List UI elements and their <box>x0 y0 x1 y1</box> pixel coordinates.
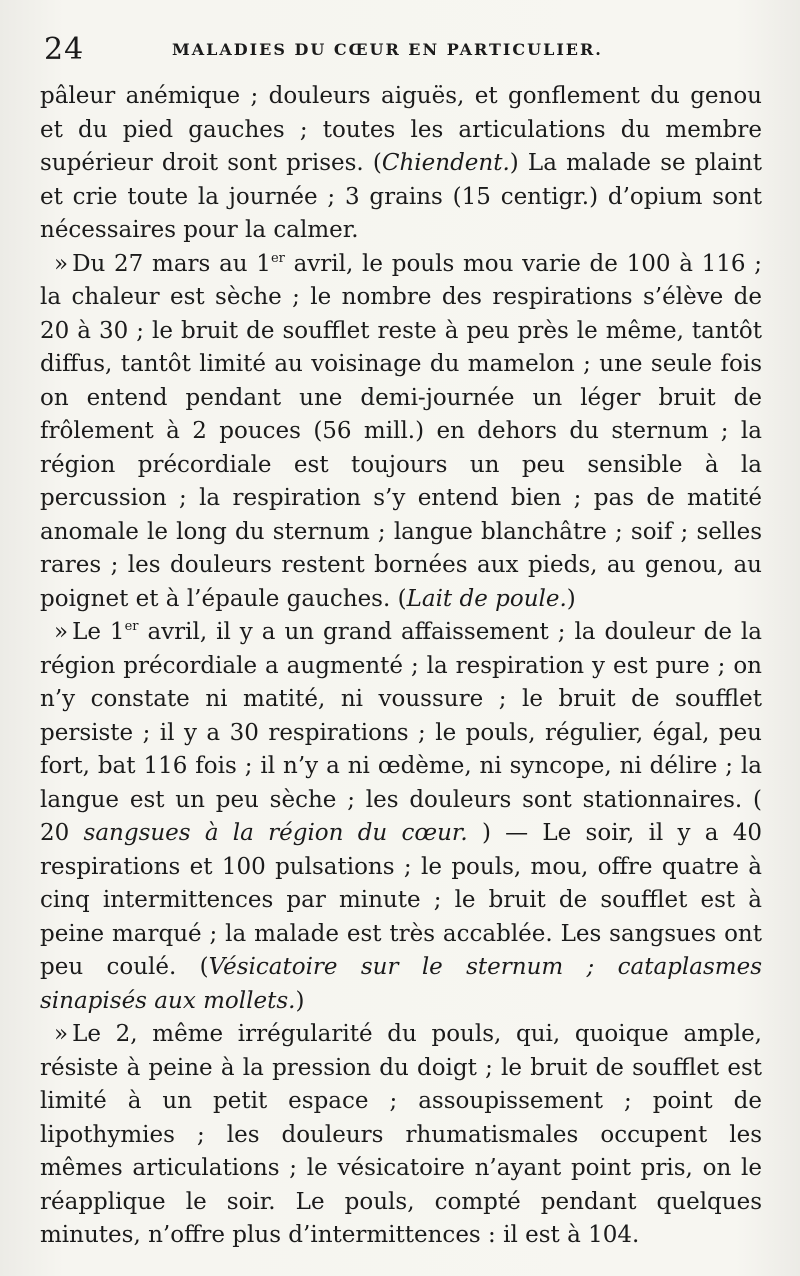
paragraph-2-text-d: ) <box>566 585 576 612</box>
paragraph-3-text-d: ) — Le soir, il y a 40 respirations et 100 pulsations ; le pouls, mou, offre quatre à cinq intermittences par minute ; le bruit de soufflet est à peine marqué ; la malade est très accablée. Les sangsues ont peu coulé. ( <box>40 820 762 980</box>
page-header <box>40 28 762 80</box>
running-title: MALADIES DU CŒUR EN PARTICULIER. <box>172 40 603 59</box>
paragraph-2 <box>40 248 762 617</box>
paragraph-2-text-b: avril, le pouls mou varie de 100 à 116 ; la chaleur est sèche ; le nombre des respirations s’élève de 20 à 30 ; le bruit de soufflet reste à peu près le même, tantôt diffus, tantôt limité au voisinage du mamelon ; une seule fois on entend pendant une demi-journée un léger bruit de frôlement à 2 pouces (56 mill.) en dehors du sternum ; la région précordiale est toujours un peu sensible à la percussion ; la respiration s’y entend bien ; pas de matité anomale le long du sternum ; langue blanchâtre ; soif ; selles rares ; les douleurs restent bornées aux pieds, au genou, au poignet et à l’épaule gauches. ( <box>40 250 763 612</box>
paragraph-2-text-a: Du 27 mars au 1 <box>72 250 271 277</box>
paragraph-3-italic-remedy-1: sangsues à la région du cœur. <box>83 820 468 846</box>
paragraph-4-text: Le 2, même irrégularité du pouls, qui, quoique ample, résiste à peine à la pression du doigt ; le bruit de soufflet est limité à un petit espace ; assoupissement ; point de lipothymies ; les douleurs rhumatismales occupent les mêmes articulations ; le vésicatoire n’ayant point pris, on le réapplique le soir. Le pouls, compté pendant quelques minutes, n’offre plus d’intermittences : il est à 104. <box>40 1021 762 1248</box>
paragraph-3-quote-mark: » <box>54 619 69 645</box>
paragraph-3-superscript: er <box>124 619 139 634</box>
paragraph-3-text-a: Le 1 <box>72 619 125 645</box>
paragraph-2-quote-mark: » <box>54 250 69 277</box>
paragraph-2-superscript: er <box>270 250 285 266</box>
paragraph-4-quote-mark: » <box>54 1021 69 1047</box>
paragraph-3-text-f: ) <box>295 987 305 1014</box>
paragraph-3-italic-remedy-2: Vésicatoire sur le sternum ; cataplasmes sinapisés aux mollets. <box>40 954 762 1014</box>
paragraph-1-text-c: ) La malade se plaint et crie toute la journée ; 3 grains (15 centigr.) d’opium sont nécessaires pour la calmer. <box>40 150 762 243</box>
paragraph-1 <box>40 80 762 248</box>
paragraph-2-italic-remedy: Lait de poule. <box>406 585 567 612</box>
paragraph-1-text-a: pâleur anémique ; douleurs aiguës, et gonflement du genou et du pied gauches ; toutes les articulations du membre supérieur droit sont prises. ( <box>40 83 762 176</box>
paragraph-3-text-b: avril, il y a un grand affaissement ; la douleur de la région précordiale a augmenté ; la respiration y est pure ; on n’y constate ni matité, ni voussure ; le bruit de soufflet persiste ; il y a 30 respirations ; le pouls, régulier, égal, peu fort, bat 116 fois ; il n’y a ni œdème, ni syncope, ni délire ; la langue est un peu sèche ; les douleurs sont stationnaires. ( 20 <box>40 619 762 846</box>
page-number: 24 <box>44 32 85 67</box>
paragraph-1-italic-remedy: Chiendent. <box>381 150 510 176</box>
paragraph-3 <box>40 616 762 1018</box>
body-text <box>40 80 762 1253</box>
paragraph-4 <box>40 1018 762 1253</box>
